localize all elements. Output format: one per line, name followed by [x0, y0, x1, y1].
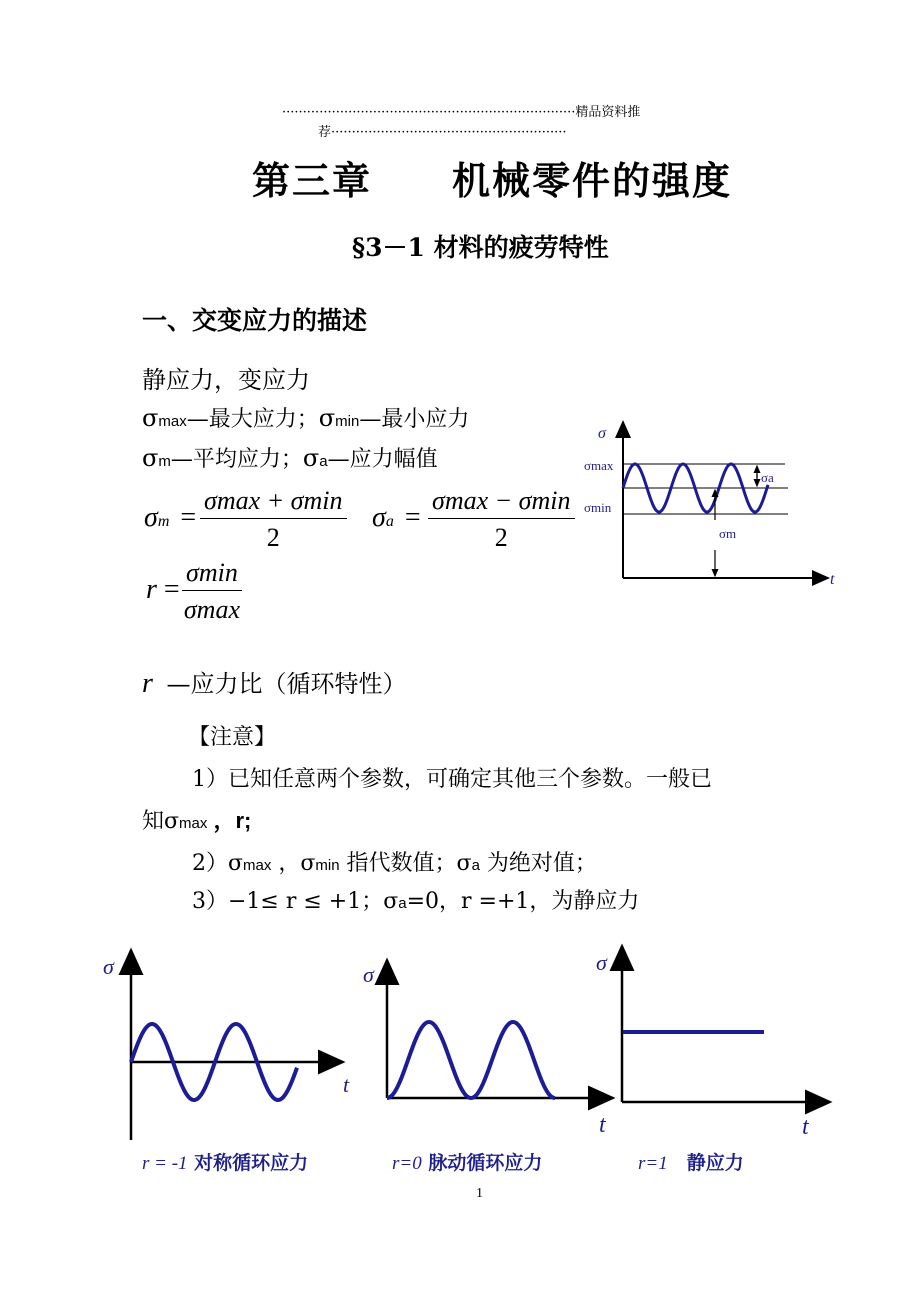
caption-text: 静应力: [667, 1152, 744, 1174]
fraction-numerator: σmin: [182, 558, 242, 591]
r-symbol: r: [142, 668, 153, 699]
sub-a: a: [398, 895, 407, 912]
y-axis-label: σ: [598, 425, 606, 442]
text: =0，r =+1，为静应力: [406, 889, 640, 914]
caption-r-value: r=1: [638, 1153, 668, 1174]
x-axis-label: t: [343, 1072, 350, 1097]
formula-sigma-m-lhs: [144, 502, 196, 534]
definitions-mean-amplitude: [142, 442, 438, 473]
sigma-symbol: σ: [142, 444, 159, 472]
stress-cycle-diagram: [570, 410, 850, 600]
def-min-text: —最小应力: [359, 407, 470, 432]
sigma-m-label: σm: [719, 526, 737, 541]
caption-text: 脉动循环应力: [421, 1152, 543, 1174]
heading-stress-description: 一、交变应力的描述: [142, 306, 368, 335]
note-item-2: [192, 846, 597, 877]
panel-symmetric-cycle: [95, 940, 365, 1145]
sub-min: min: [335, 413, 360, 430]
text: 知σ: [142, 809, 180, 834]
text: 指代数值；σ: [339, 851, 472, 876]
equals-sign: =: [404, 502, 421, 533]
r-symbol: r: [146, 574, 157, 605]
sigma-a-label: σa: [761, 470, 774, 485]
y-axis-label: σ: [596, 950, 607, 975]
r-definition-text: —应力比（循环特性）: [166, 670, 407, 698]
formula-sigma-m-fraction: [200, 486, 347, 553]
page-number: 1: [476, 1186, 483, 1201]
fraction-denominator: 2: [494, 523, 508, 552]
note-item-3: [192, 884, 639, 915]
text: 2）σ: [192, 851, 244, 876]
definitions-max-min: [142, 402, 469, 433]
sub-m: m: [157, 513, 170, 530]
formula-r-lhs: [146, 574, 180, 606]
section-title: §3－1 材料的疲劳特性: [352, 233, 609, 262]
x-axis-label: t: [599, 1112, 606, 1138]
formula-sigma-a-fraction: [428, 486, 575, 553]
def-max-text: —最大应力；: [186, 407, 319, 432]
panel-static-stress: [590, 940, 850, 1140]
caption-r-value: r = -1: [142, 1153, 188, 1174]
sub-a: a: [319, 453, 328, 470]
pulsating-wave: [387, 1022, 555, 1098]
x-axis-label: t: [802, 1114, 809, 1140]
sub-m: m: [158, 453, 171, 470]
fraction-numerator: σmax + σmin: [200, 486, 347, 519]
sub-a: a: [471, 857, 480, 874]
sigma-max-label: σmax: [584, 458, 614, 473]
sub-max: max: [243, 857, 272, 874]
formula-sigma-a-lhs: [372, 502, 421, 534]
caption-r-value: r=0: [392, 1153, 422, 1174]
note-item-1: 1）已知任意两个参数，可确定其他三个参数。一般已: [192, 767, 712, 792]
sigma-symbol: σ: [318, 404, 336, 432]
static-variable-stress: 静应力，变应力: [142, 366, 310, 394]
sigma-symbol: σ: [142, 404, 159, 432]
chapter-title: 第三章 机械零件的强度: [252, 158, 733, 203]
text: ，σ: [271, 851, 316, 876]
header-line-2: 荐·························································: [318, 125, 567, 140]
equals-sign: =: [163, 574, 180, 605]
x-axis-label: t: [830, 571, 835, 588]
header-line-1: ·······································································精品资料推: [282, 105, 641, 120]
sub-max: max: [158, 413, 187, 430]
text: ，r;: [207, 808, 252, 833]
panel-pulsating-cycle: [355, 940, 625, 1140]
caption-text: 对称循环应力: [187, 1152, 309, 1174]
sigma-symbol: σ: [372, 502, 386, 533]
caption-pulsating: [392, 1148, 542, 1175]
def-m-text: —平均应力；: [170, 447, 303, 472]
sub-min: min: [315, 857, 340, 874]
sub-max: max: [179, 815, 208, 832]
def-a-text: —应力幅值: [327, 447, 438, 472]
fraction-numerator: σmax − σmin: [428, 486, 575, 519]
caption-static: [638, 1148, 744, 1175]
r-definition: [142, 664, 407, 700]
fraction-denominator: 2: [266, 523, 280, 552]
sigma-symbol: σ: [144, 502, 158, 533]
fraction-denominator: σmax: [183, 595, 240, 624]
equals-sign: =: [180, 502, 197, 533]
sub-a: a: [385, 513, 394, 530]
caption-symmetric: [142, 1148, 308, 1175]
sigma-min-label: σmin: [584, 500, 612, 515]
note-title: 【注意】: [188, 725, 277, 750]
formula-r-fraction: [182, 558, 242, 625]
text: 3）−1≤ r ≤ +1；σ: [192, 889, 399, 914]
text: 为绝对值；: [479, 851, 597, 876]
y-axis-label: σ: [363, 962, 374, 987]
y-axis-label: σ: [103, 954, 114, 979]
note-item-1-cont: [142, 804, 251, 835]
sigma-symbol: σ: [302, 444, 320, 472]
